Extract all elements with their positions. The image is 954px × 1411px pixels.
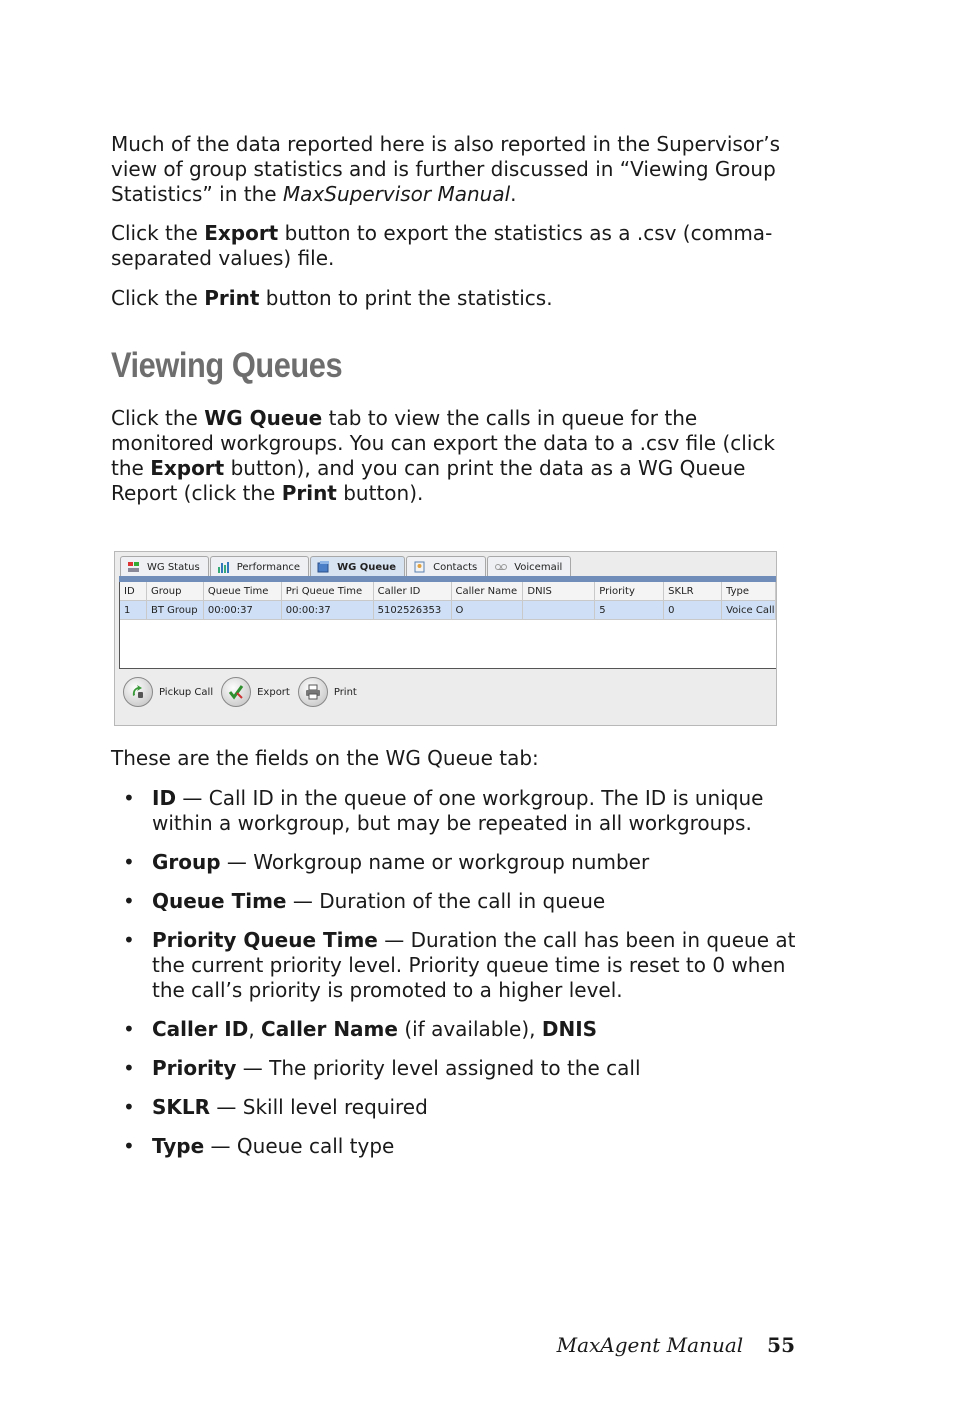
- manual-reference: MaxSupervisor Manual: [282, 182, 511, 206]
- column-header[interactable]: Queue Time: [204, 582, 282, 601]
- list-item: • Queue Time — Duration of the call in queue: [123, 889, 606, 913]
- contacts-icon: [413, 561, 426, 573]
- column-header[interactable]: Caller ID: [374, 582, 452, 601]
- table-cell: 00:00:37: [204, 601, 282, 620]
- intro-paragraph-3: Click the Print button to print the statistics.: [111, 286, 553, 310]
- tab-contacts[interactable]: Contacts: [406, 556, 486, 577]
- tab-voicemail[interactable]: Voicemail: [487, 556, 571, 577]
- wg-queue-screenshot: [114, 551, 777, 726]
- section-paragraph: Click the WG Queue tab to view the calls in queue for the monitored workgroups. You can export the data to a .csv file (click the Export button), and you can print the data as a WG Queue Report (click the Print button).: [111, 406, 775, 505]
- table-row[interactable]: [120, 601, 776, 620]
- fields-list: [111, 786, 801, 1173]
- tab-wg-status[interactable]: WG Status: [120, 556, 209, 577]
- column-header[interactable]: DNIS: [523, 582, 595, 601]
- table-cell: Voice Call: [722, 601, 776, 620]
- table-cell: 5: [595, 601, 664, 620]
- column-header[interactable]: SKLR: [664, 582, 722, 601]
- toolbar: [123, 677, 365, 707]
- column-header[interactable]: Priority: [595, 582, 664, 601]
- list-item: • SKLR — Skill level required: [123, 1095, 428, 1119]
- fields-intro: These are the fields on the WG Queue tab:: [111, 746, 539, 770]
- pickup-call-button[interactable]: Pickup Call: [123, 677, 213, 707]
- table-cell: O: [452, 601, 524, 620]
- pickup-call-icon: [123, 677, 153, 707]
- table-cell: 0: [664, 601, 722, 620]
- tab-performance[interactable]: Performance: [210, 556, 309, 577]
- bar-chart-icon: [217, 561, 230, 573]
- column-header[interactable]: ID: [120, 582, 147, 601]
- page-number: 55: [767, 1333, 795, 1357]
- table-cell: BT Group: [147, 601, 204, 620]
- queue-grid: [119, 582, 776, 669]
- table-cell: 1: [120, 601, 147, 620]
- tab-strip: [120, 556, 572, 578]
- table-cell: 00:00:37: [282, 601, 374, 620]
- list-item: • ID — Call ID in the queue of one workgroup. The ID is unique within a workgroup, but may be repeated in all workgroups.: [123, 786, 764, 835]
- voicemail-icon: [494, 561, 507, 573]
- printer-icon: [298, 677, 328, 707]
- table-cell: 5102526353: [374, 601, 452, 620]
- column-header[interactable]: Group: [147, 582, 204, 601]
- column-header[interactable]: Caller Name: [452, 582, 524, 601]
- table-cell: [523, 601, 595, 620]
- print-button[interactable]: Print: [298, 677, 357, 707]
- tab-wg-queue[interactable]: WG Queue: [310, 556, 405, 577]
- intro-paragraph-2: Click the Export button to export the statistics as a .csv (comma-separated values) file.: [111, 221, 773, 270]
- intro-paragraph-1: Much of the data reported here is also reported in the Supervisor’s view of group statistics and is further discussed in “Viewing Group Statistics” in the MaxSupervisor Manual.: [111, 132, 781, 206]
- export-check-icon: [221, 677, 251, 707]
- list-item: • Type — Queue call type: [123, 1134, 395, 1158]
- section-heading: Viewing Queues: [111, 346, 343, 385]
- column-header[interactable]: Type: [722, 582, 776, 601]
- list-item: • Priority — The priority level assigned to the call: [123, 1056, 641, 1080]
- queue-icon: [317, 561, 330, 573]
- grid-header-row: [120, 582, 776, 601]
- wg-status-icon: [127, 561, 140, 573]
- footer-title: MaxAgent Manual: [556, 1333, 744, 1357]
- export-button[interactable]: Export: [221, 677, 290, 707]
- list-item: • Caller ID, Caller Name (if available), DNIS: [123, 1017, 598, 1041]
- list-item: • Priority Queue Time — Duration the call has been in queue at the current priority level. Priority queue time is reset to 0 when the call’s priority is promoted to a higher level.: [123, 928, 796, 1002]
- list-item: • Group — Workgroup name or workgroup number: [123, 850, 650, 874]
- page-footer: [557, 1333, 795, 1357]
- column-header[interactable]: Pri Queue Time: [282, 582, 374, 601]
